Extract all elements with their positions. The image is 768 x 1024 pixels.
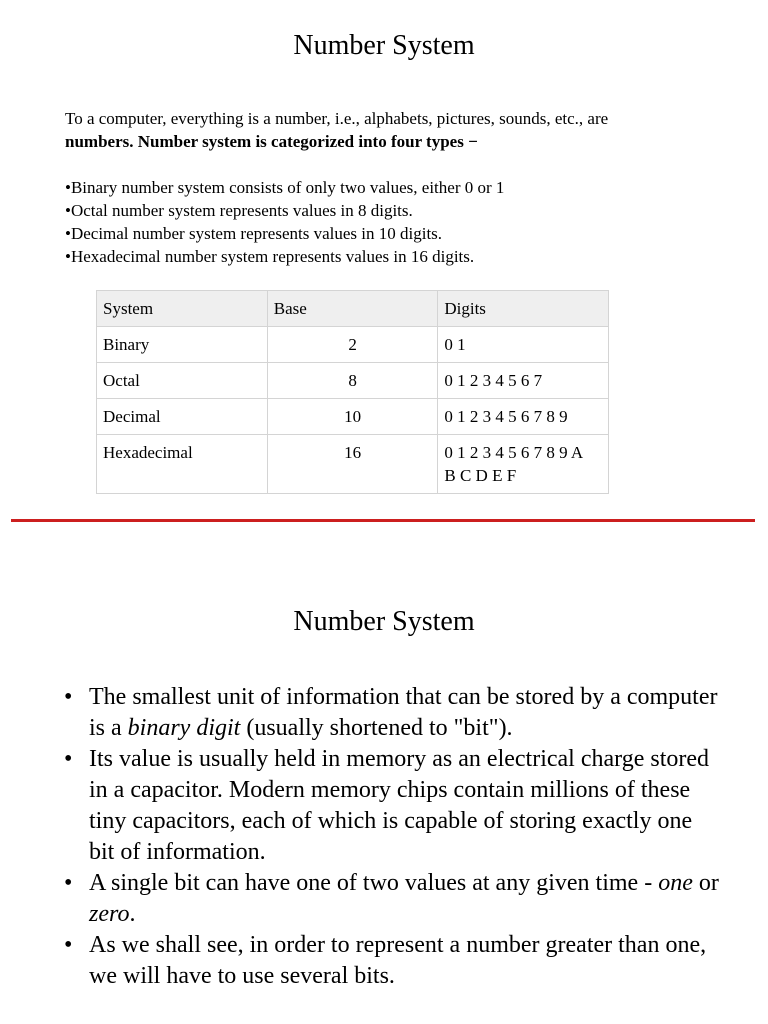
- list-item: • Its value is usually held in memory as an electrical charge stored in a capacitor. Modern memory chips contain millions of these tiny capacitors, each of which is capable of storing exactly one bit of information.: [60, 744, 720, 868]
- intro-line-1: To a computer, everything is a number, i.e., alphabets, pictures, sounds, etc., are: [65, 109, 609, 128]
- cell-system: Octal: [97, 363, 268, 399]
- table-row: [97, 435, 609, 494]
- emphasis-zero: zero: [89, 901, 130, 927]
- list-item: •Decimal number system represents values in 10 digits.: [65, 224, 443, 243]
- cell-digits: 0 1 2 3 4 5 6 7: [438, 363, 609, 399]
- digits-line-1: 0 1 2 3 4 5 6 7 8 9 A: [444, 443, 584, 462]
- list-item: • A single bit can have one of two values at any given time - one or zero.: [60, 868, 720, 930]
- cell-base: 8: [267, 363, 438, 399]
- cell-digits: 0 1: [438, 327, 609, 363]
- list-item: •Hexadecimal number system represents values in 16 digits.: [65, 247, 475, 266]
- cell-system: Binary: [97, 327, 268, 363]
- list-item: •Binary number system consists of only two values, either 0 or 1: [65, 178, 505, 197]
- header-system: System: [97, 291, 268, 327]
- list-item: • As we shall see, in order to represent a number greater than one, we will have to use several bits.: [60, 930, 720, 992]
- cell-base: 2: [267, 327, 438, 363]
- list-item: •Octal number system represents values in 8 digits.: [65, 201, 413, 220]
- table-header-row: [97, 291, 609, 327]
- slide-1-title: Number System: [293, 30, 475, 61]
- table-row: [97, 363, 609, 399]
- cell-digits: [438, 435, 609, 494]
- slide-2-title: Number System: [293, 606, 475, 637]
- cell-base: 16: [267, 435, 438, 494]
- table-row: [97, 399, 609, 435]
- cell-base: 10: [267, 399, 438, 435]
- intro-paragraph: [65, 107, 725, 153]
- cell-system: Hexadecimal: [97, 435, 268, 494]
- number-system-table: [96, 290, 609, 494]
- intro-line-2: numbers. Number system is categorized into four types −: [65, 132, 478, 151]
- list-item: • The smallest unit of information that can be stored by a computer is a binary digit (usually shortened to "bit").: [60, 682, 720, 744]
- slide-divider: [11, 519, 755, 522]
- bit-facts-list: [60, 682, 720, 992]
- cell-system: Decimal: [97, 399, 268, 435]
- emphasis-one: one: [658, 870, 693, 896]
- header-digits: Digits: [438, 291, 609, 327]
- digits-line-2: B C D E F: [444, 466, 517, 485]
- number-system-types-list: [65, 176, 725, 268]
- cell-digits: 0 1 2 3 4 5 6 7 8 9: [438, 399, 609, 435]
- table-row: [97, 327, 609, 363]
- header-base: Base: [267, 291, 438, 327]
- emphasis-binary-digit: binary digit: [127, 715, 241, 741]
